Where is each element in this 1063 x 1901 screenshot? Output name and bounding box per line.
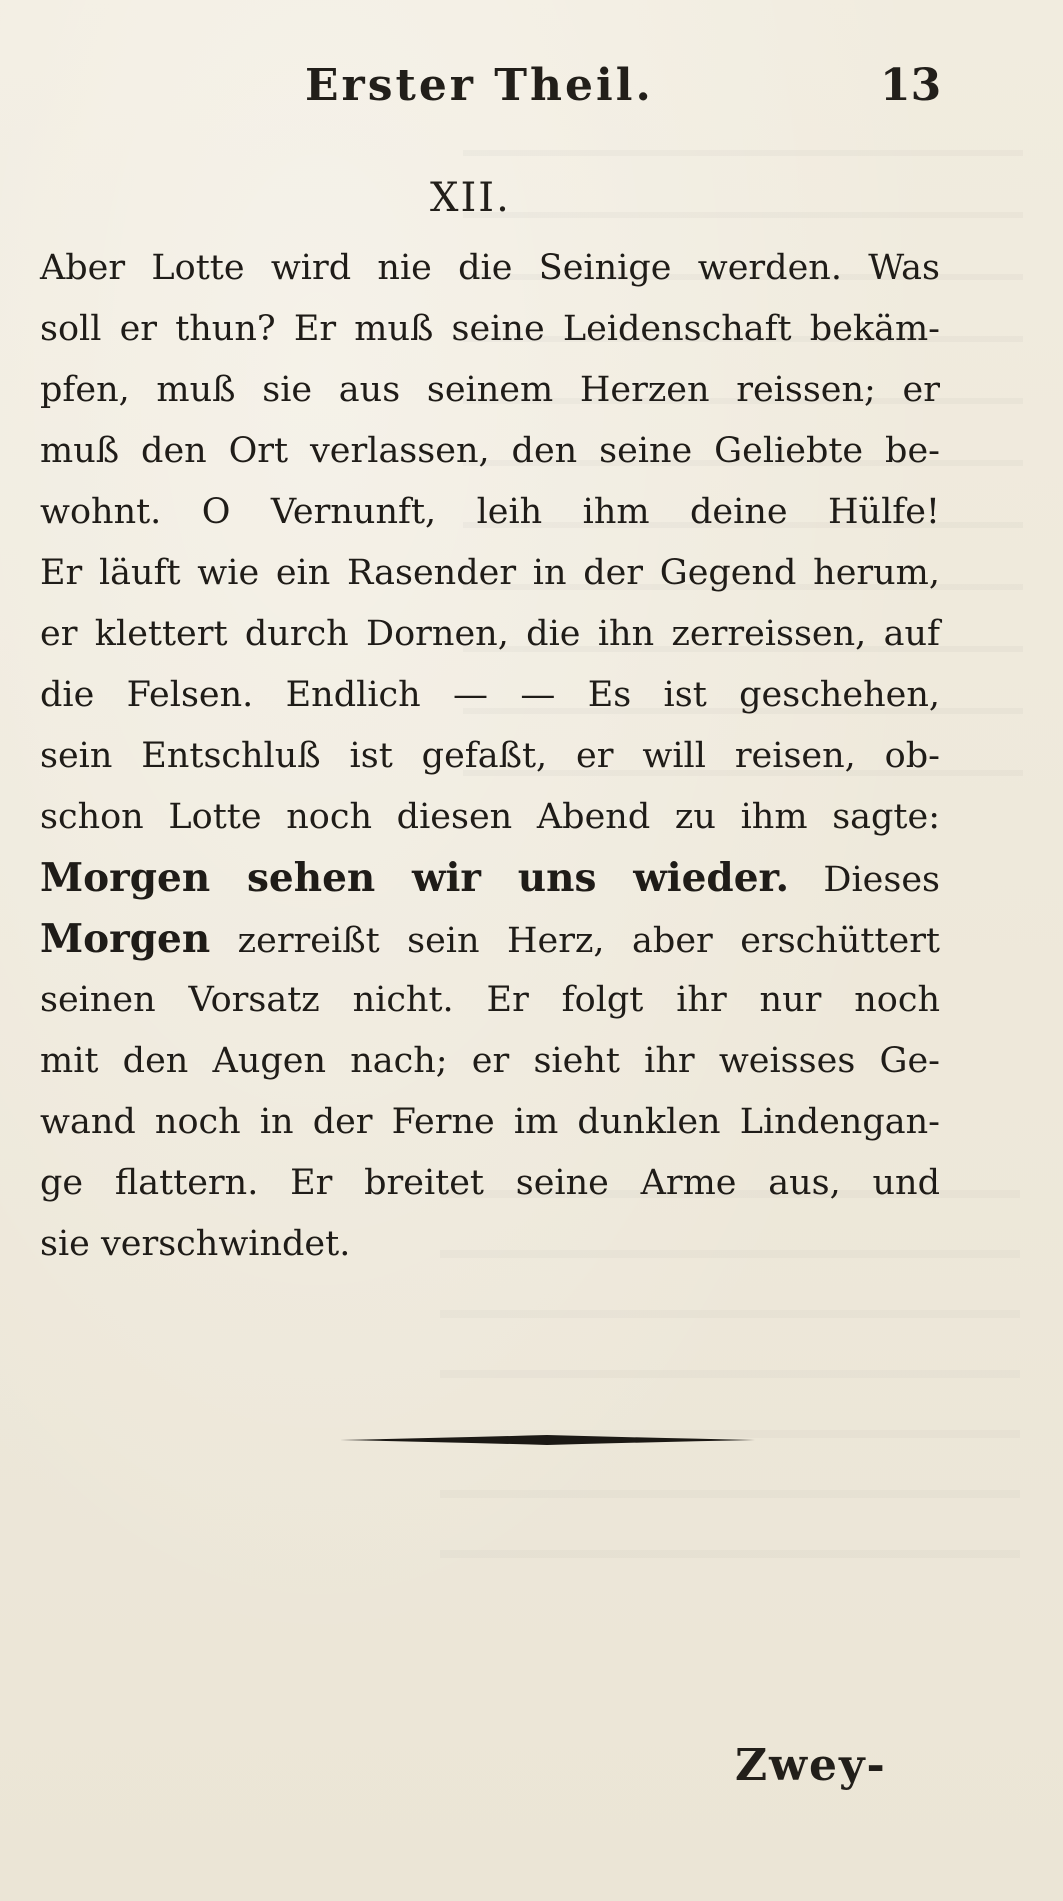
text-line: sie verschwindet. (40, 1224, 351, 1264)
text-line: pfen, muß sie aus seinem Herzen reissen; er (40, 370, 940, 410)
section-number: XII. (430, 175, 511, 221)
text-line: die Felsen. Endlich — — Es ist geschehen, (40, 675, 940, 715)
text-line: Morgen sehen wir uns wieder. Dieses (40, 855, 941, 901)
running-head: Erster Theil. (305, 60, 654, 111)
text-line: schon Lotte noch diesen Abend zu ihm sagte: (40, 797, 940, 837)
text-line: Er läuft wie ein Rasender in der Gegend herum, (40, 553, 940, 593)
text-line: muß den Ort verlassen, den seine Geliebte be- (40, 431, 940, 471)
text-line: mit den Augen nach; er sieht ihr weisses Ge- (40, 1041, 940, 1081)
text-line: wand noch in der Ferne im dunklen Lindengan- (40, 1102, 940, 1142)
emphasized-phrase: Morgen sehen wir uns wieder. (40, 855, 790, 901)
text-line: seinen Vorsatz nicht. Er folgt ihr nur noch (40, 980, 940, 1020)
text-line: ge flattern. Er breitet seine Arme aus, und (40, 1163, 940, 1203)
text-line: er klettert durch Dornen, die ihn zerreissen, auf (40, 614, 940, 654)
catchword: Zwey- (735, 1740, 887, 1791)
text-line: soll er thun? Er muß seine Leidenschaft bekäm- (40, 309, 940, 349)
text-line: wohnt. O Vernunft, leih ihm deine Hülfe! (40, 492, 940, 532)
text-line: Morgen zerreißt sein Herz, aber erschüttert (40, 916, 940, 962)
emphasized-word: Morgen (40, 916, 211, 962)
text-line: sein Entschluß ist gefaßt, er will reisen, ob- (40, 736, 940, 776)
ornamental-rule (340, 1435, 755, 1445)
text-line: Aber Lotte wird nie die Seinige werden. Was (40, 248, 940, 288)
page-number: 13 (880, 60, 942, 111)
body-text (40, 238, 940, 1275)
